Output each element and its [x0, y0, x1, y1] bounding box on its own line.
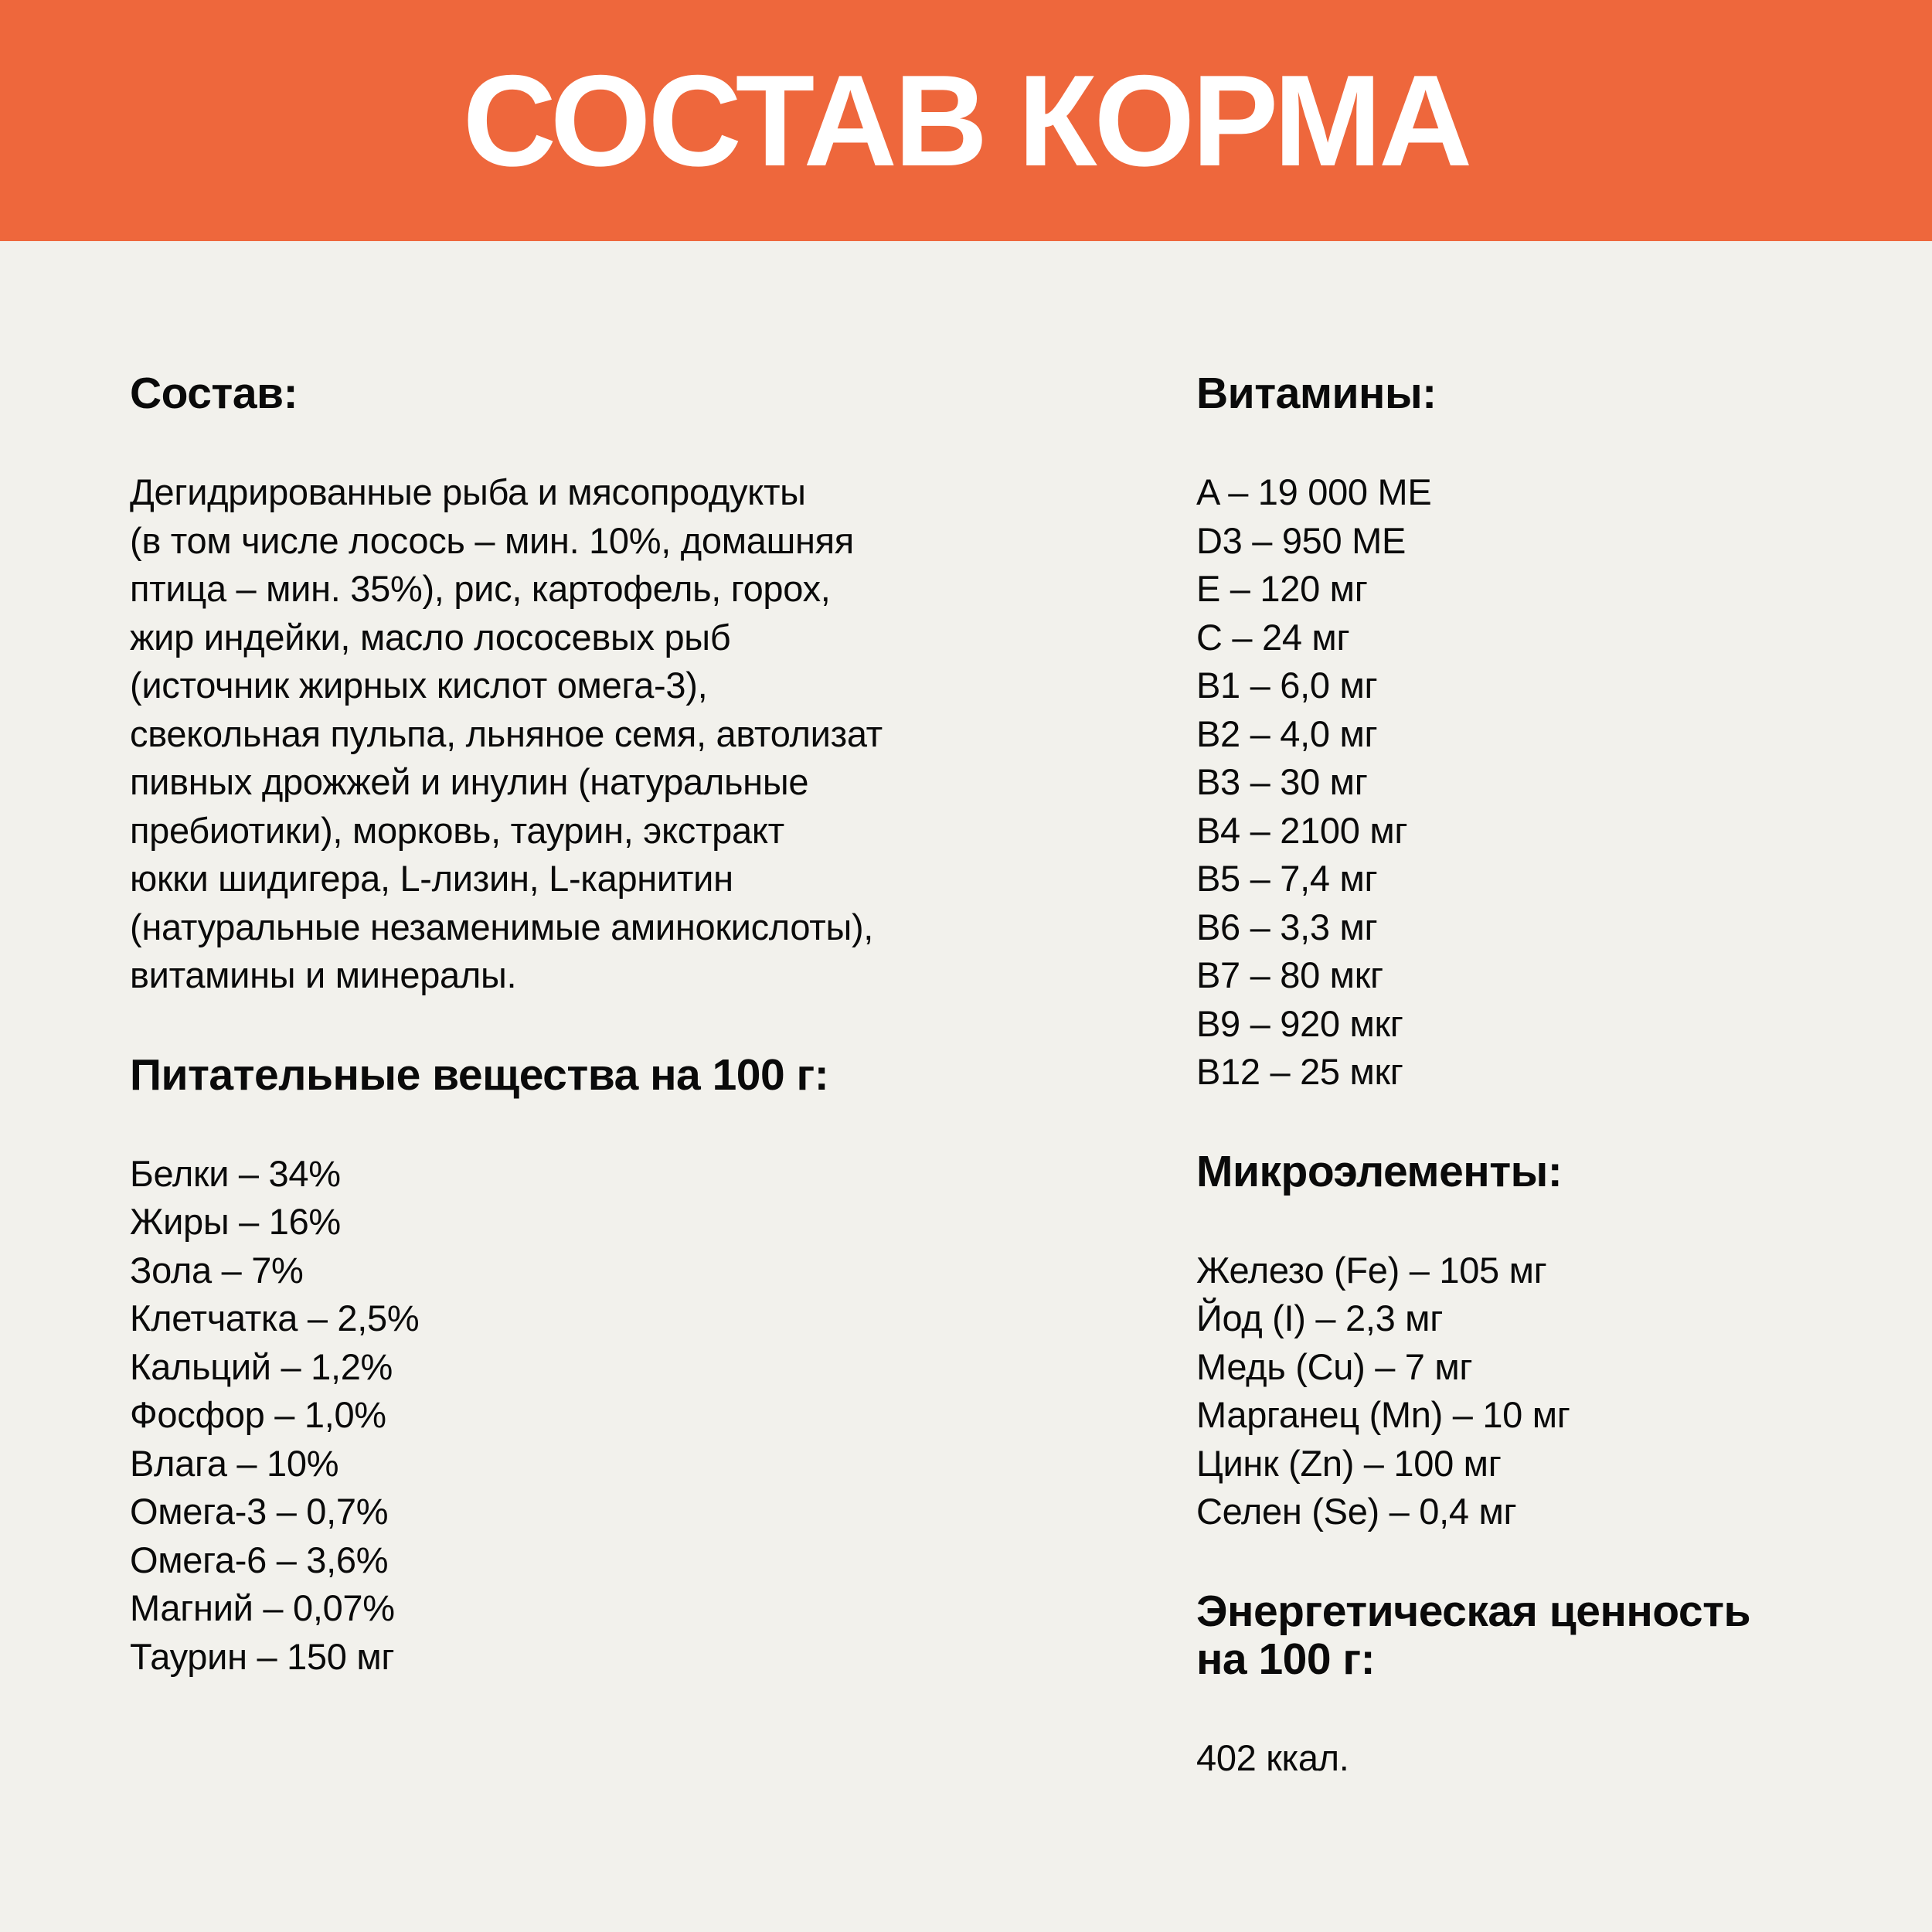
vitamin-item: B6 – 3,3 мг: [1196, 906, 1378, 947]
vitamin-item: B7 – 80 мкг: [1196, 954, 1383, 995]
composition-text: [130, 468, 1088, 1000]
nutrient-item: Омега-3 – 0,7%: [130, 1491, 389, 1532]
composition-line: пребиотики), морковь, таурин, экстракт: [130, 809, 784, 851]
energy-value: 402 ккал.: [1196, 1736, 1349, 1778]
vitamin-item: B1 – 6,0 мг: [1196, 665, 1378, 706]
vitamin-item: E – 120 мг: [1196, 568, 1368, 609]
energy-heading: [1196, 1587, 1892, 1683]
composition-line: юкки шидигера, L-лизин, L-карнитин: [130, 858, 733, 899]
microelements-list: [1196, 1247, 1892, 1536]
composition-line: жир индейки, масло лососевых рыб: [130, 616, 731, 658]
composition-heading: Состав:: [130, 369, 298, 418]
nutrient-item: Кальций – 1,2%: [130, 1345, 393, 1387]
vitamin-item: B12 – 25 мкг: [1196, 1051, 1403, 1092]
composition-line: витамины и минералы.: [130, 954, 517, 995]
vitamin-item: B4 – 2100 мг: [1196, 809, 1408, 851]
microelement-item: Марганец (Mn) – 10 мг: [1196, 1394, 1570, 1435]
nutrient-item: Белки – 34%: [130, 1152, 341, 1194]
title-banner: [0, 0, 1932, 241]
left-column: [130, 369, 1088, 1681]
vitamin-item: B2 – 4,0 мг: [1196, 713, 1378, 754]
nutrient-item: Магний – 0,07%: [130, 1587, 395, 1628]
composition-line: (источник жирных кислот омега-3),: [130, 665, 708, 706]
composition-line: птица – мин. 35%), рис, картофель, горох,: [130, 568, 831, 609]
nutrient-item: Влага – 10%: [130, 1442, 339, 1484]
composition-line: (в том числе лосось – мин. 10%, домашняя: [130, 519, 854, 561]
nutrient-item: Таурин – 150 мг: [130, 1635, 395, 1677]
nutrients-heading: Питательные вещества на 100 г:: [130, 1049, 829, 1100]
microelements-heading: Микроэлементы:: [1196, 1146, 1563, 1196]
vitamins-list: [1196, 468, 1892, 1097]
composition-line: (натуральные незаменимые аминокислоты),: [130, 906, 874, 947]
composition-line: пивных дрожжей и инулин (натуральные: [130, 761, 809, 802]
energy-heading-line-1: Энергетическая ценность: [1196, 1586, 1751, 1636]
microelement-item: Йод (I) – 2,3 мг: [1196, 1298, 1444, 1338]
vitamins-heading: Витамины:: [1196, 369, 1437, 418]
nutrient-item: Омега-6 – 3,6%: [130, 1539, 389, 1580]
microelements-section: [1196, 1148, 1892, 1536]
energy-heading-line-2: на 100 г:: [1196, 1634, 1376, 1684]
microelement-item: Цинк (Zn) – 100 мг: [1196, 1442, 1502, 1484]
right-column: [1196, 369, 1892, 1782]
nutrient-item: Жиры – 16%: [130, 1201, 341, 1242]
microelement-item: Медь (Cu) – 7 мг: [1196, 1345, 1473, 1387]
vitamin-item: B9 – 920 мкг: [1196, 1002, 1403, 1044]
microelement-item: Железо (Fe) – 105 мг: [1196, 1249, 1547, 1291]
vitamin-item: D3 – 950 МЕ: [1196, 519, 1406, 561]
composition-line: Дегидрированные рыба и мясопродукты: [130, 471, 806, 512]
vitamin-item: A – 19 000 МЕ: [1196, 471, 1432, 512]
composition-line: свекольная пульпа, льняное семя, автолизат: [130, 713, 883, 754]
nutrient-item: Фосфор – 1,0%: [130, 1394, 386, 1435]
vitamins-section: [1196, 369, 1892, 1097]
page-title: СОСТАВ КОРМА: [462, 48, 1470, 193]
microelement-item: Селен (Se) – 0,4 мг: [1196, 1491, 1517, 1532]
energy-section: [1196, 1587, 1892, 1783]
vitamin-item: C – 24 мг: [1196, 616, 1350, 658]
nutrients-section: [130, 1051, 1088, 1682]
composition-section: [130, 369, 1088, 1000]
nutrient-item: Клетчатка – 2,5%: [130, 1298, 420, 1338]
vitamin-item: B3 – 30 мг: [1196, 761, 1368, 802]
nutrient-item: Зола – 7%: [130, 1249, 304, 1291]
nutrients-list: [130, 1150, 1088, 1682]
vitamin-item: B5 – 7,4 мг: [1196, 858, 1378, 899]
